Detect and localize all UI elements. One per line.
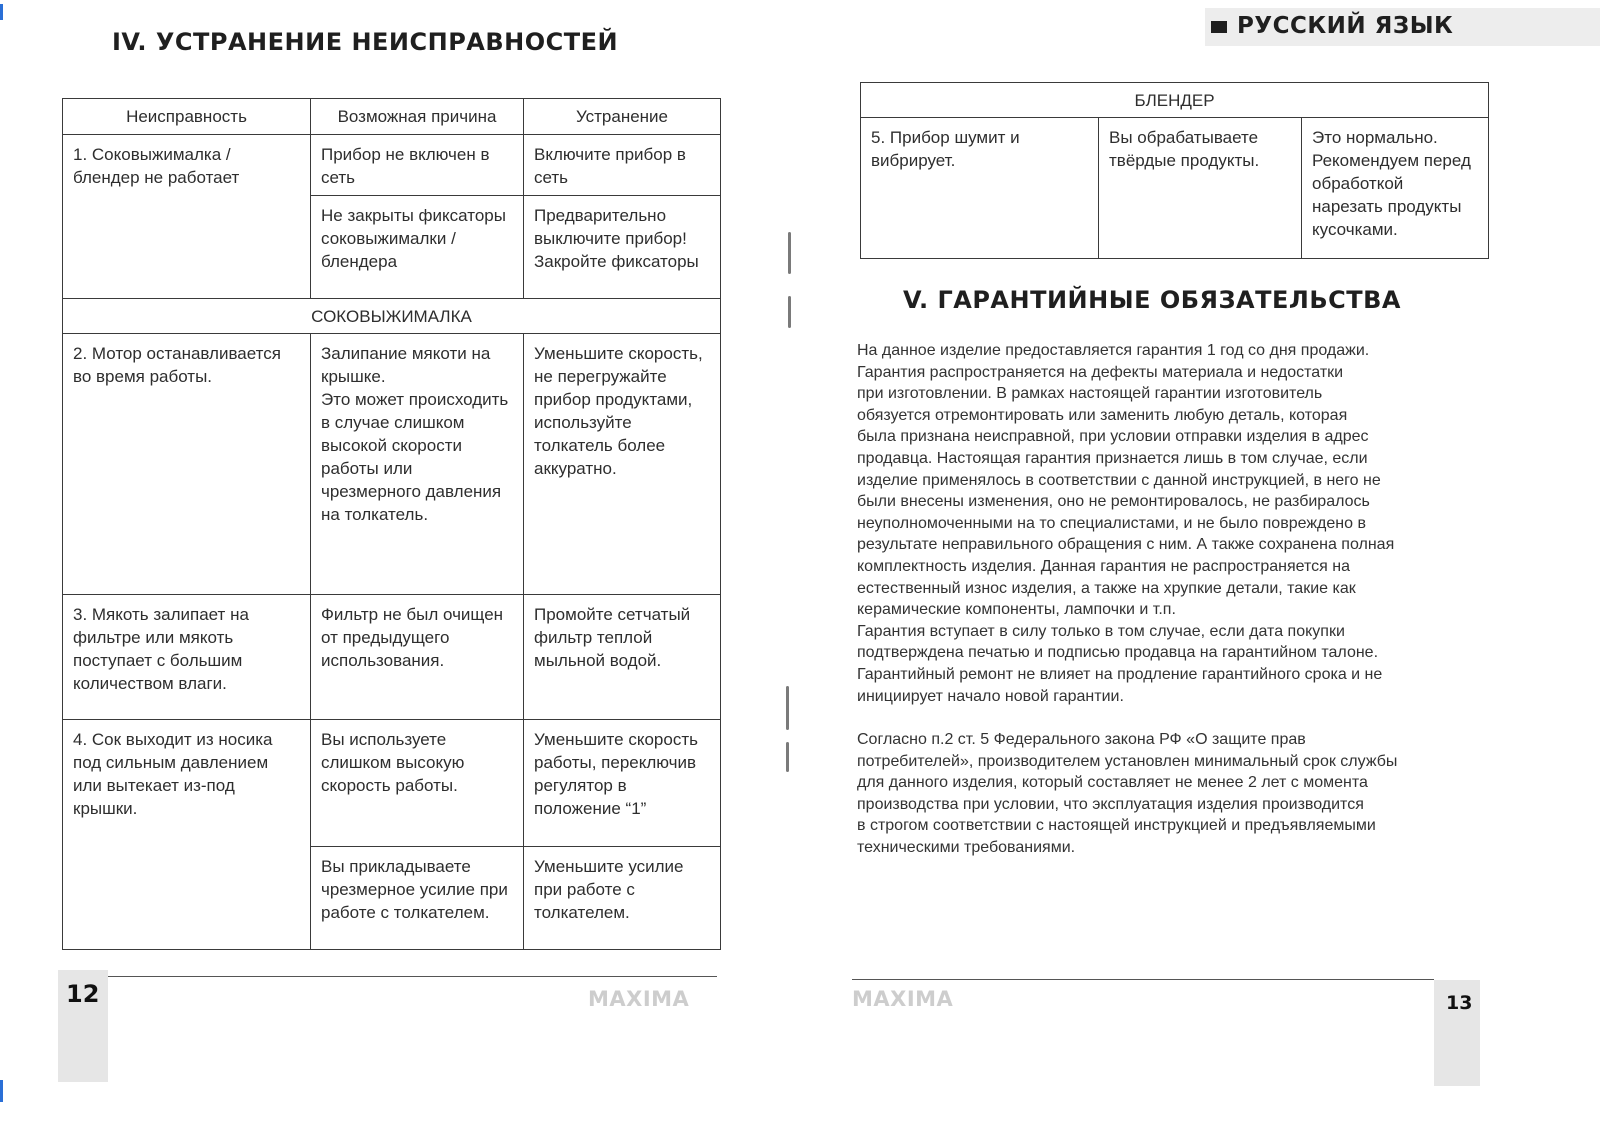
- brand-logo: MAXIMA: [852, 987, 954, 1011]
- table-row: [63, 595, 721, 720]
- problem-cell: 4. Сок выходит из носика под сильным давлением или вытекает из-под крышки.: [63, 720, 311, 950]
- troubleshooting-heading: IV. УСТРАНЕНИЕ НЕИСПРАВНОСТЕЙ: [112, 28, 619, 56]
- cause-cell: Вы прикладываете чрезмерное усилие при работе с толкателем.: [311, 847, 524, 950]
- warranty-paragraph: На данное изделие предоставляется гарантия 1 год со дня продажи. Гарантия распространяется на дефекты материала и недостатки при изготовлении. В рамках настоящей гарантии изготовитель обязуется отремонтировать или заменить любую деталь, которая была признана неисправной, при условии отправки изделия в адрес продавца. Настоящая гарантия признается лишь в том случае, если изделие применялось в соответствии с данной инструкцией, в него не были внесены изменения, оно не ремонтировалось, не разбиралось неуполномоченными на то специалистами, и не было повреждено в результате неправильного обращения с ним. А также сохранена полная комплектность изделия. Данная гарантия не распространяется на естественный износ изделия, а также на хрупкие детали, такие как керамические компоненты, лампочки и т.п. Гарантия вступает в силу только в том случае, если дата покупки подтверждена печатью и подписью продавца на гарантийном талоне. Гарантийный ремонт не влияет на продление гарантийного срока и не инициирует начало новой гарантии.: [857, 342, 1395, 705]
- header-cause: Возможная причина: [311, 99, 524, 135]
- cause-cell: Вы используете слишком высокую скорость работы.: [311, 720, 524, 847]
- fix-cell: Это нормально. Рекомендуем перед обработкой нарезать продукты кусочками.: [1302, 118, 1489, 259]
- problem-cell: 3. Мякоть залипает на фильтре или мякоть поступает с большим количеством влаги.: [63, 595, 311, 720]
- language-tab: [1205, 8, 1600, 46]
- blender-table: [860, 82, 1489, 259]
- header-fix: Устранение: [524, 99, 721, 135]
- table-header-row: [63, 99, 721, 135]
- cause-cell: Вы обрабатываете твёрдые продукты.: [1099, 118, 1302, 259]
- fix-cell: Уменьшите скорость, не перегружайте прибор продуктами, используйте толкатель более аккуратно.: [524, 334, 721, 595]
- staple-mark: [786, 742, 789, 772]
- right-page: [800, 0, 1600, 1123]
- footer-divider: [62, 976, 717, 977]
- section-row: [861, 83, 1489, 118]
- page-number: 12: [66, 980, 100, 1008]
- square-icon: [1211, 21, 1227, 33]
- problem-cell: 1. Соковыжималка / блендер не работает: [63, 135, 311, 299]
- fix-cell: Предварительно выключите прибор! Закройте фиксаторы: [524, 196, 721, 299]
- cause-cell: Фильтр не был очищен от предыдущего использования.: [311, 595, 524, 720]
- language-label: РУССКИЙ ЯЗЫК: [1237, 13, 1454, 39]
- cause-cell: Залипание мякоти на крышке. Это может происходить в случае слишком высокой скорости работы или чрезмерного давления на толкатель.: [311, 334, 524, 595]
- staple-mark: [788, 296, 791, 328]
- footer-divider: [852, 979, 1434, 980]
- section-blender: БЛЕНДЕР: [861, 83, 1489, 118]
- scan-edge-mark: [0, 1080, 3, 1102]
- fix-cell: Уменьшите усилие при работе с толкателем.: [524, 847, 721, 950]
- section-row: [63, 299, 721, 334]
- warranty-text: [857, 340, 1482, 859]
- staple-mark: [786, 686, 789, 730]
- fix-cell: Уменьшите скорость работы, переключив регулятор в положение “1”: [524, 720, 721, 847]
- problem-cell: 2. Мотор останавливается во время работы.: [63, 334, 311, 595]
- fix-cell: Промойте сетчатый фильтр теплой мыльной водой.: [524, 595, 721, 720]
- section-juicer: СОКОВЫЖИМАЛКА: [63, 299, 721, 334]
- table-row: [861, 118, 1489, 259]
- header-problem: Неисправность: [63, 99, 311, 135]
- cause-cell: Прибор не включен в сеть: [311, 135, 524, 196]
- staple-mark: [788, 232, 791, 274]
- table-row: [63, 720, 721, 847]
- troubleshooting-table: [62, 98, 721, 950]
- scan-edge-mark: [0, 4, 3, 20]
- brand-logo: MAXIMA: [588, 987, 690, 1011]
- warranty-heading: V. ГАРАНТИЙНЫЕ ОБЯЗАТЕЛЬСТВА: [903, 286, 1401, 314]
- cause-cell: Не закрыты фиксаторы соковыжималки / блендера: [311, 196, 524, 299]
- page-number: 13: [1446, 992, 1473, 1014]
- fix-cell: Включите прибор в сеть: [524, 135, 721, 196]
- warranty-paragraph: Согласно п.2 ст. 5 Федерального закона РФ «О защите прав потребителей», производителем установлен минимальный срок службы для данного изделия, который составляет не менее 2 лет с момента производства при условии, что эксплуатация изделия производится в строгом соответствии с настоящей инструкцией и предъявляемыми техническими требованиями.: [857, 731, 1398, 857]
- table-row: [63, 135, 721, 196]
- table-row: [63, 334, 721, 595]
- problem-cell: 5. Прибор шумит и вибрирует.: [861, 118, 1099, 259]
